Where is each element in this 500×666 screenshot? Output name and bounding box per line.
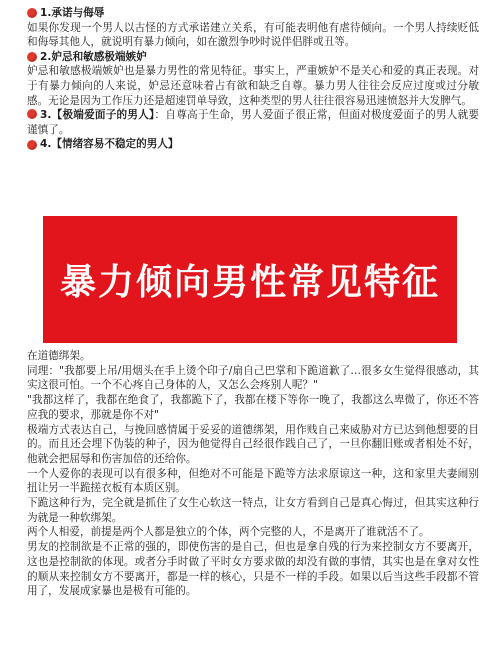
title-banner [43, 216, 457, 343]
paragraph-6: 下跪这种行为，完全就是抓住了女生心软这一特点，让女方看到自己是真心悔过，但其实这种行为就是一种软绑架。 [27, 497, 479, 524]
paragraph-5: 一个人爱你的表现可以有很多种，但绝对不可能是下跪等方法求原谅这一种，这和家里夫妻闹别扭让另一半跪搓衣板有本质区别。 [27, 467, 479, 495]
paragraph-8: 男友的控制欲是不正常的强的，即使伤害的是自己，但也是拿自残的行为来控制女方不要离开，这也是控制欲的体现。或者分手时做了平时女方要求做的却没有做的事情，其实也是在拿对女性的顺从来控制女方不要离开，都是一样的核心，只是不一样的手段。如果以后当这些手段都不管用了，发展成家暴也是极有可能的。 [27, 541, 479, 598]
red-dot-icon [27, 140, 37, 150]
section-1-body: 如果你发现一个男人以古怪的方式承诺建立关系，有可能表明他有虐待倾向。一个男人持续贬低和侮辱其他人，就说明有暴力倾向，如在激烈争吵时说伴侣胖或丑等。 [27, 21, 479, 49]
section-4-title: 4.【情绪容易不稳定的男人】 [40, 138, 179, 151]
article-bottom [27, 349, 479, 599]
red-dot-icon [27, 52, 37, 62]
banner-title: 暴力倾向男性常见特征 [59, 262, 440, 303]
paragraph-7: 两个人相爱，前提是两个人都是独立的个体，两个完整的人，不是离开了谁就活不了。 [27, 526, 430, 539]
section-2-title: 2.妒忌和敏感极端嫉妒 [40, 50, 147, 63]
section-2-body: 妒忌和敏感极端嫉妒也是暴力男性的常见特征。事实上，严重嫉妒不是关心和爱的真正表现。对于有暴力倾向的人来说，妒忌还意味着占有欲和缺乏自尊。暴力男人往往会反应过度或过分敏感。无论是因为工作压力还是超速罚单导致，这种类型的男人往往很容易迅速愤怒并大发脾气。 [27, 65, 479, 107]
paragraph-4: 极端方式表达自己，与挽回感情属于妥妥的道德绑架，用作贱自己来威胁对方已达到他想要的目的。而且还会埋下伪装的种子，因为他觉得自己经很作践自己了，一旦你翻旧账或者相处不好，他就会把屈辱和伤害加倍的还给你。 [27, 423, 479, 465]
paragraph-1: 在道德绑架。 [27, 350, 91, 362]
section-1-heading [27, 6, 479, 21]
paragraph-3: "我都这样了，我都在绝食了，我都跪下了，我都在楼下等你一晚了，我都这么卑微了，你还不答应我的要求，那就是你不对" [27, 394, 479, 421]
section-3-paragraph [27, 108, 479, 137]
red-dot-icon [27, 8, 37, 18]
section-3-title: 3.【极端爱面子的男人】 [40, 109, 155, 122]
section-2-heading [27, 50, 479, 65]
red-dot-icon [27, 109, 37, 119]
paragraph-2: 同理："我都要上吊/用烟头在手上烫个印子/扇自己巴掌和下跪道歉了…很多女生觉得很感动，其实这很可怕。一个不心疼自己身体的人，又怎么会疼别人呢？" [27, 364, 479, 392]
article-top [27, 6, 479, 152]
section-4-heading [27, 137, 479, 152]
section-1-title: 1.承诺与侮辱 [40, 7, 105, 19]
section-3-body: ：自尊高于生命，男人爱面子很正常，但面对极度爱面子的男人就要谨慎了。 [27, 109, 479, 136]
